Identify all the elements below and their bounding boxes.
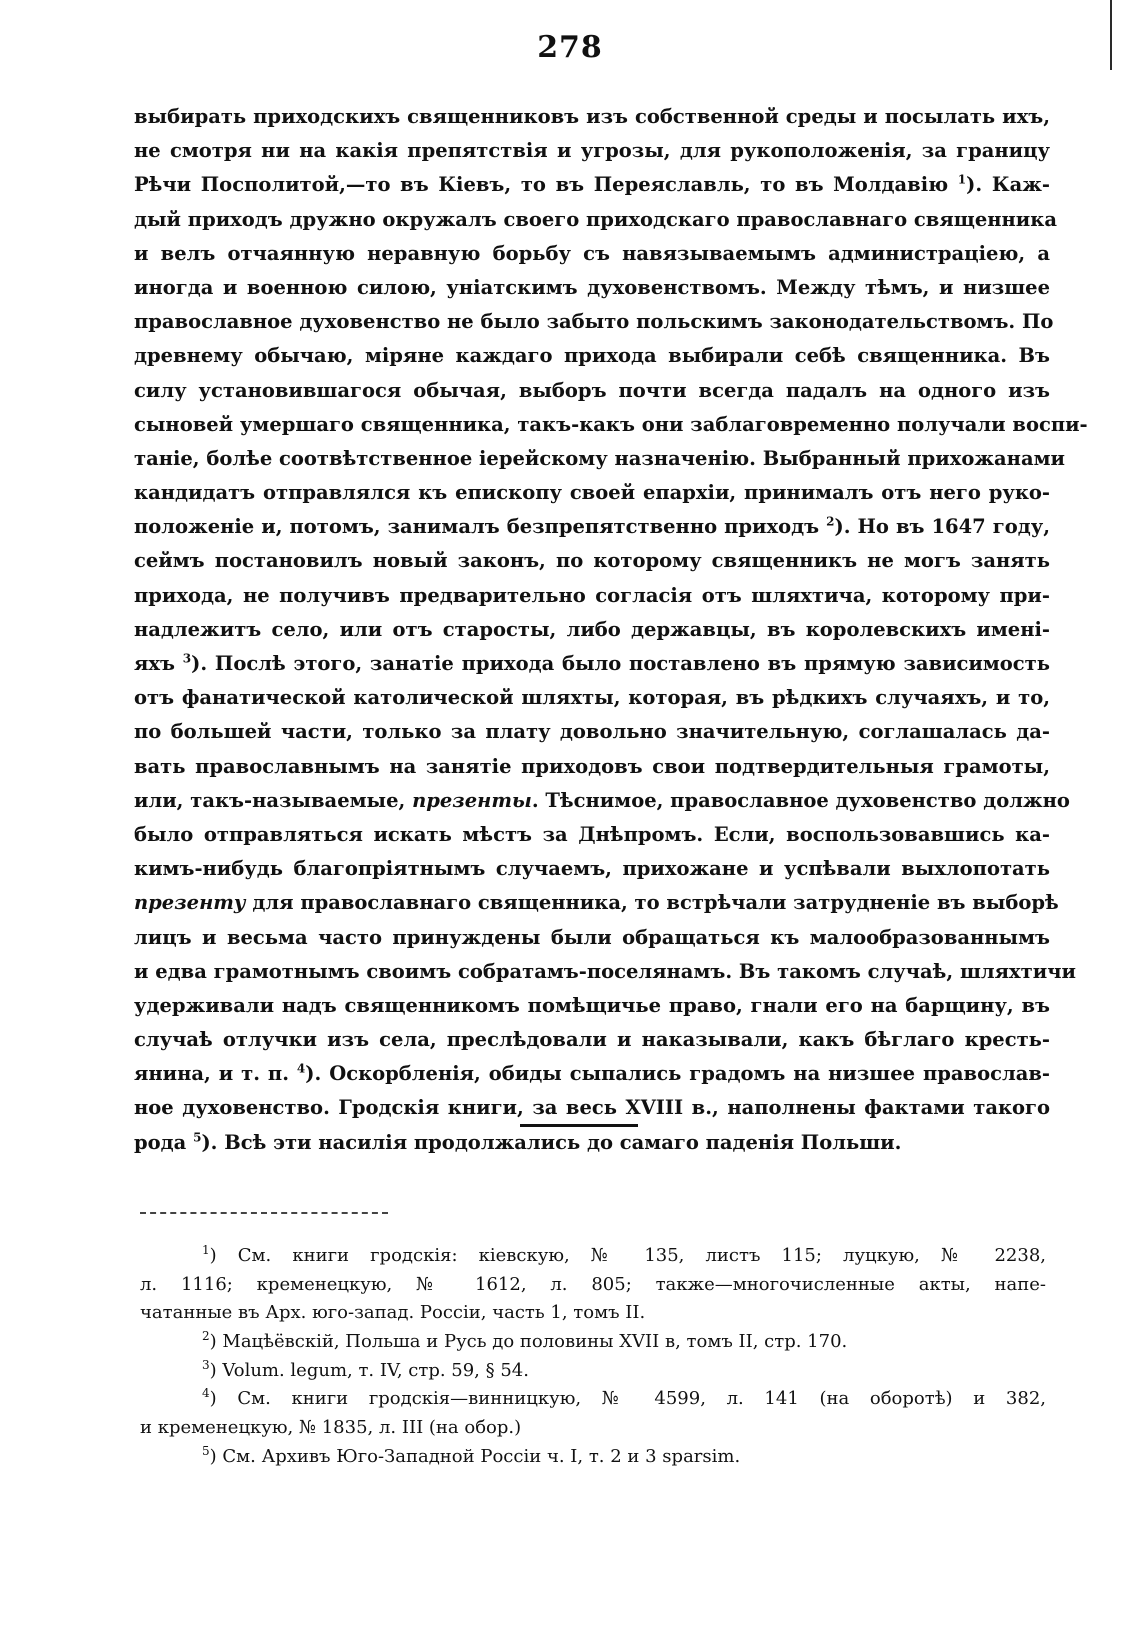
footnote-marker: 4 [202,1386,210,1401]
text-line: православное духовенство не было забыто польскимъ законодательствомъ. По [134,310,1054,334]
text-line: прихода, не получивъ предварительно согласія отъ шляхтича, которому при- [134,583,1050,607]
text-line: янина, и т. п. $^4$). Оскорбленія, обиды сыпались градомъ на низшее православ- [134,1061,1050,1086]
text-line: древнему обычаю, міряне каждаго прихода выбирали себѣ священника. Въ [134,344,1050,368]
text-line: не смотря ни на какія препятствія и угрозы, для рукоположенія, за границу [134,139,1050,163]
italic-term: презенту [134,891,246,915]
text-line: вать православнымъ на занятіе приходовъ свои подтвердительныя грамоты, [134,754,1050,778]
text-line: яхъ $^3$). Послѣ этого, занатіе прихода было поставлено въ прямую зависимость [134,651,1051,675]
text-line: надлежитъ село, или отъ старосты, либо державцы, въ королевскихъ имені- [134,617,1050,641]
text-line: было отправляться искать мѣстъ за Днѣпромъ. Если, воспользовавшись ка- [134,822,1050,846]
text-line: случаѣ отлучки изъ села, преслѣдовали и наказывали, какъ бѣглаго кресть- [134,1028,1050,1052]
text-line: Рѣчи Посполитой,—то въ Кіевъ, то въ Переяславль, то въ Молдавію $^1$). Каж- [134,172,1050,197]
text-line: сыновей умершаго священника, такъ-какъ они заблаговременно получали воспи- [134,412,1088,436]
text-line: кимъ-нибудь благопріятнымъ случаемъ, прихожане и успѣвали выхлопотать [134,857,1050,881]
footnote-ref[interactable]: 4 [296,1061,306,1076]
text-line: лицъ и весьма часто принуждены были обращаться къ малообразованнымъ [134,925,1050,949]
text-line: презенту для православнаго священника, то встрѣчали затрудненіе въ выборѣ [134,891,1059,915]
footnote-marker: 1 [202,1243,210,1257]
text-line: или, такъ-называемые, презенты. Тѣснимое, православное духовенство должно [134,788,1070,812]
footnote-marker: 5 [202,1443,210,1458]
text-line: кандидатъ отправлялся къ епископу своей епархіи, принималъ отъ него руко- [134,481,1050,505]
text-line: ное духовенство. Гродскія книги, за весь XVIII в., наполнены фактами такого [134,1096,1050,1120]
text-line: выбирать приходскихъ священниковъ изъ собственной среды и посылать ихъ, [134,105,1050,128]
text-line: иногда и военною силою, уніатскимъ духовенствомъ. Между тѣмъ, и низшее [134,275,1050,299]
text-line: силу установившагося обычая, выборъ почти всегда падалъ на одного изъ [134,378,1050,402]
text-line: дый приходъ дружно окружалъ своего приходскаго православнаго священника [134,207,1057,231]
text-line: отъ фанатической католической шляхты, которая, въ рѣдкихъ случаяхъ, и то, [134,686,1050,710]
text-line: таніе, болѣе соотвѣтственное іерейскому назначенію. Выбранный прихожанами [134,446,1065,470]
text-line: и велъ отчаянную неравную борьбу съ навязываемымъ администраціею, а [134,241,1050,265]
footnote-line: и кременецкую, № 1835, л. III (на обор.) [140,1417,522,1439]
main-text-block [134,100,1088,1160]
footnote-marker: 2 [202,1329,210,1344]
footnote-line: л. 1116; кременецкую, № 1612, л. 805; также—многочисленные акты, напе- [140,1273,1046,1295]
text-line: по большей части, только за плату довольно значительную, соглашалась да- [134,720,1050,744]
text-line: рода $^5$). Всѣ эти насилія продолжались до самаго паденія Польши. [134,1130,902,1154]
italic-term: презенты [412,788,532,812]
section-divider [520,1124,638,1127]
text-line: положеніе и, потомъ, занималъ безпрепятственно приходъ $^2$). Но въ 1647 году, [134,514,1050,539]
footnote-separator [140,1212,388,1214]
footnote-ref[interactable]: 5 [193,1130,202,1145]
text-line: сеймъ постановилъ новый законъ, по которому священникъ не могъ занять [134,549,1050,573]
footnotes-block [140,1242,1046,1472]
footnote-ref[interactable]: 3 [182,651,192,666]
footnote-1: $^1$) См. книги гродскія: кіевскую, № 135, листъ 115; луцкую, № 2238, [202,1243,1046,1266]
footnote-line: чатанные въ Арх. юго-запад. Россіи, часть 1, томъ II. [140,1302,646,1324]
text-line: удерживали надъ священникомъ помѣщичье право, гнали его на барщину, въ [134,993,1050,1017]
footnote-marker: 3 [202,1357,210,1372]
footnote-2: $^2$) Мацѣёвскій, Польша и Русь до половины XVII в, томъ II, стр. 170. [202,1329,848,1353]
footnote-4: $^4$) См. книги гродскія—винницкую, № 4599, л. 141 (на оборотѣ) и 382, [202,1386,1046,1410]
text-line: и едва грамотнымъ своимъ собратамъ-поселянамъ. Въ такомъ случаѣ, шляхтичи [134,959,1076,983]
footnote-ref[interactable]: 1 [957,172,967,187]
footnote-ref[interactable]: 2 [826,514,835,529]
footnote-3: $^3$) Volum. legum, т. IV, стр. 59, § 54. [202,1357,529,1381]
footnote-5: $^5$) См. Архивъ Юго-Западной Россіи ч. I, т. 2 и 3 sparsim. [202,1443,741,1467]
page-number: 278 [537,30,603,65]
